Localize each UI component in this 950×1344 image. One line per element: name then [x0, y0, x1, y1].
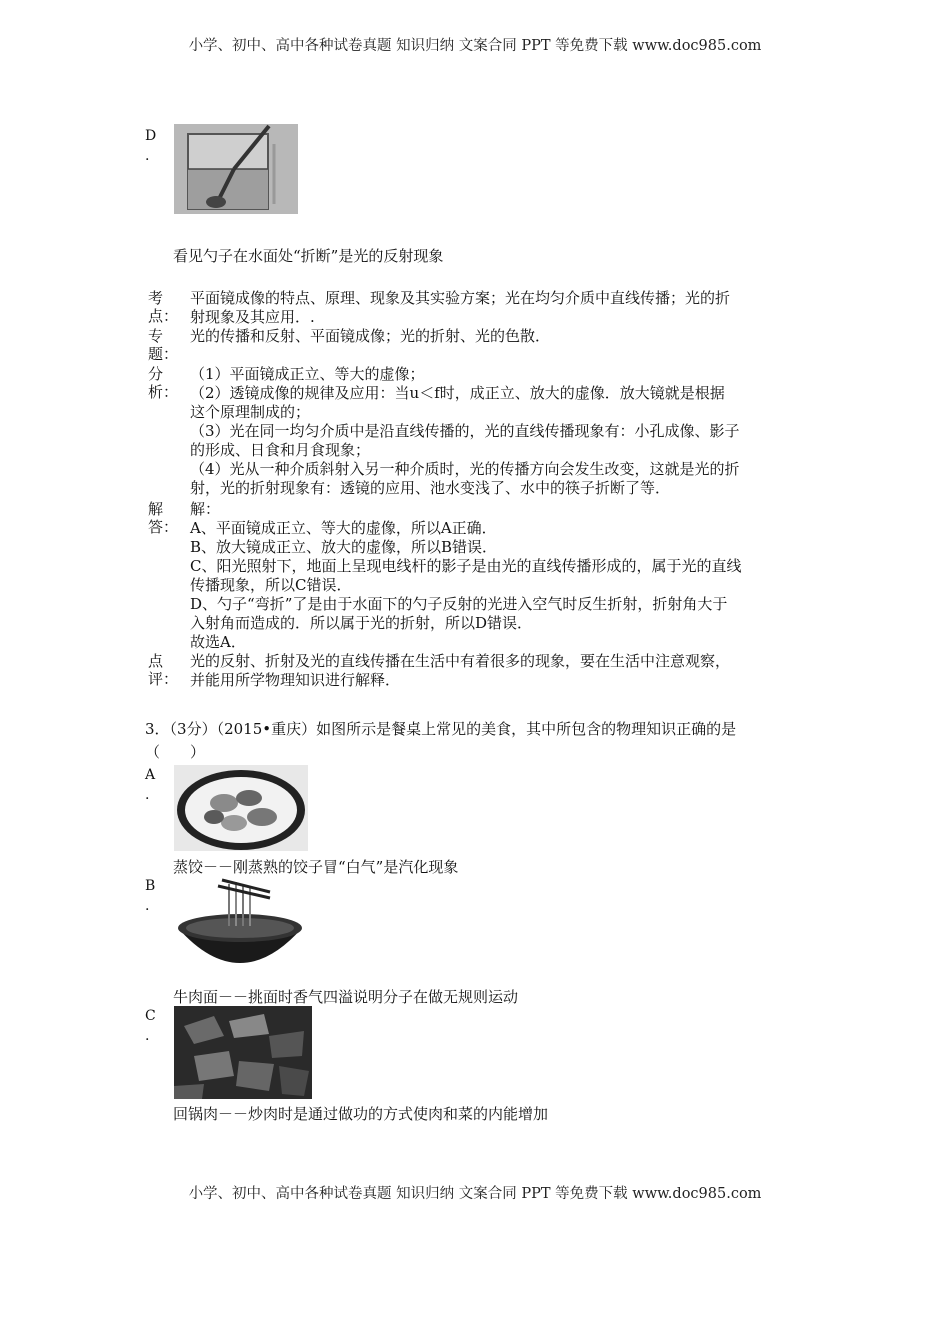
option-b-caption: 牛肉面－－挑面时香气四溢说明分子在做无规则运动 [173, 988, 519, 1006]
jieda-line: C、阳光照射下，地面上呈现电线杆的影子是由光的直线传播形成的，属于光的直线 [190, 557, 742, 575]
kaodian-label: 考 点： [148, 289, 179, 325]
twice-cooked-pork-photo [174, 1006, 312, 1099]
dianping-line: 光的反射、折射及光的直线传播在生活中有着很多的现象，要在生活中注意观察， [190, 652, 731, 670]
option-a-caption: 蒸饺－－刚蒸熟的饺子冒“白气”是汽化现象 [173, 858, 459, 876]
fenxi-line: （4）光从一种介质斜射入另一种介质时，光的传播方向会发生改变，这就是光的折 [190, 460, 740, 478]
option-c-letter: C . [145, 1008, 156, 1044]
fenxi-line: （1）平面镜成正立、等大的虚像； [190, 365, 425, 383]
dianping-label: 点 评： [148, 652, 179, 688]
jieda-line: 传播现象，所以C错误． [190, 576, 352, 594]
fenxi-label: 分 析： [148, 365, 179, 401]
question-3-stem: 3．（3分）（2015•重庆）如图所示是餐桌上常见的美食，其中所包含的物理知识正确的是 [145, 720, 737, 738]
zhuanti-label: 专 题： [148, 327, 179, 363]
steamed-dumplings-photo [174, 765, 308, 851]
question-3-blank: （ ） [145, 743, 206, 761]
jieda-line: 故选A． [190, 633, 246, 651]
fenxi-line: 射，光的折射现象有：透镜的应用、池水变浅了、水中的筷子折断了等． [190, 479, 671, 497]
fenxi-line: （2）透镜成像的规律及应用：当u＜f时，成正立、放大的虚像．放大镜就是根据 [190, 384, 725, 402]
option-d-caption: 看见勺子在水面处“折断”是光的反射现象 [173, 247, 444, 265]
jieda-line: 解： [190, 500, 221, 518]
spoon-in-water-photo [174, 124, 298, 214]
dianping-line: 并能用所学物理知识进行解释． [190, 671, 401, 689]
page-header: 小学、初中、高中各种试卷真题 知识归纳 文案合同 PPT 等免费下载 www.doc985.com [188, 38, 762, 54]
fenxi-line: 的形成、日食和月食现象； [190, 441, 371, 459]
option-d-letter: D . [145, 128, 157, 164]
option-c-caption: 回锅肉－－炒肉时是通过做功的方式使肉和菜的内能增加 [173, 1105, 549, 1123]
page-footer: 小学、初中、高中各种试卷真题 知识归纳 文案合同 PPT 等免费下载 www.doc985.com [188, 1186, 762, 1202]
jieda-line: A、平面镜成正立、等大的虚像，所以A正确． [190, 519, 497, 537]
jieda-line: D、勺子“弯折”了是由于水面下的勺子反射的光进入空气时反生折射，折射角大于 [190, 595, 728, 613]
jieda-line: 入射角而造成的．所以属于光的折射，所以D错误． [190, 614, 533, 632]
option-a-letter: A . [145, 767, 156, 803]
kaodian-line: 平面镜成像的特点、原理、现象及其实验方案；光在均匀介质中直线传播；光的折 [190, 289, 731, 307]
fenxi-line: 这个原理制成的； [190, 403, 311, 421]
kaodian-line: 射现象及其应用．. [190, 308, 315, 326]
option-b-letter: B . [145, 878, 156, 914]
jieda-line: B、放大镜成正立、放大的虚像，所以B错误． [190, 538, 498, 556]
jieda-label: 解 答： [148, 500, 179, 536]
fenxi-line: （3）光在同一均匀介质中是沿直线传播的，光的直线传播现象有：小孔成像、影子 [190, 422, 740, 440]
beef-noodles-photo [174, 878, 306, 978]
zhuanti-line: 光的传播和反射、平面镜成像；光的折射、光的色散． [190, 327, 551, 345]
